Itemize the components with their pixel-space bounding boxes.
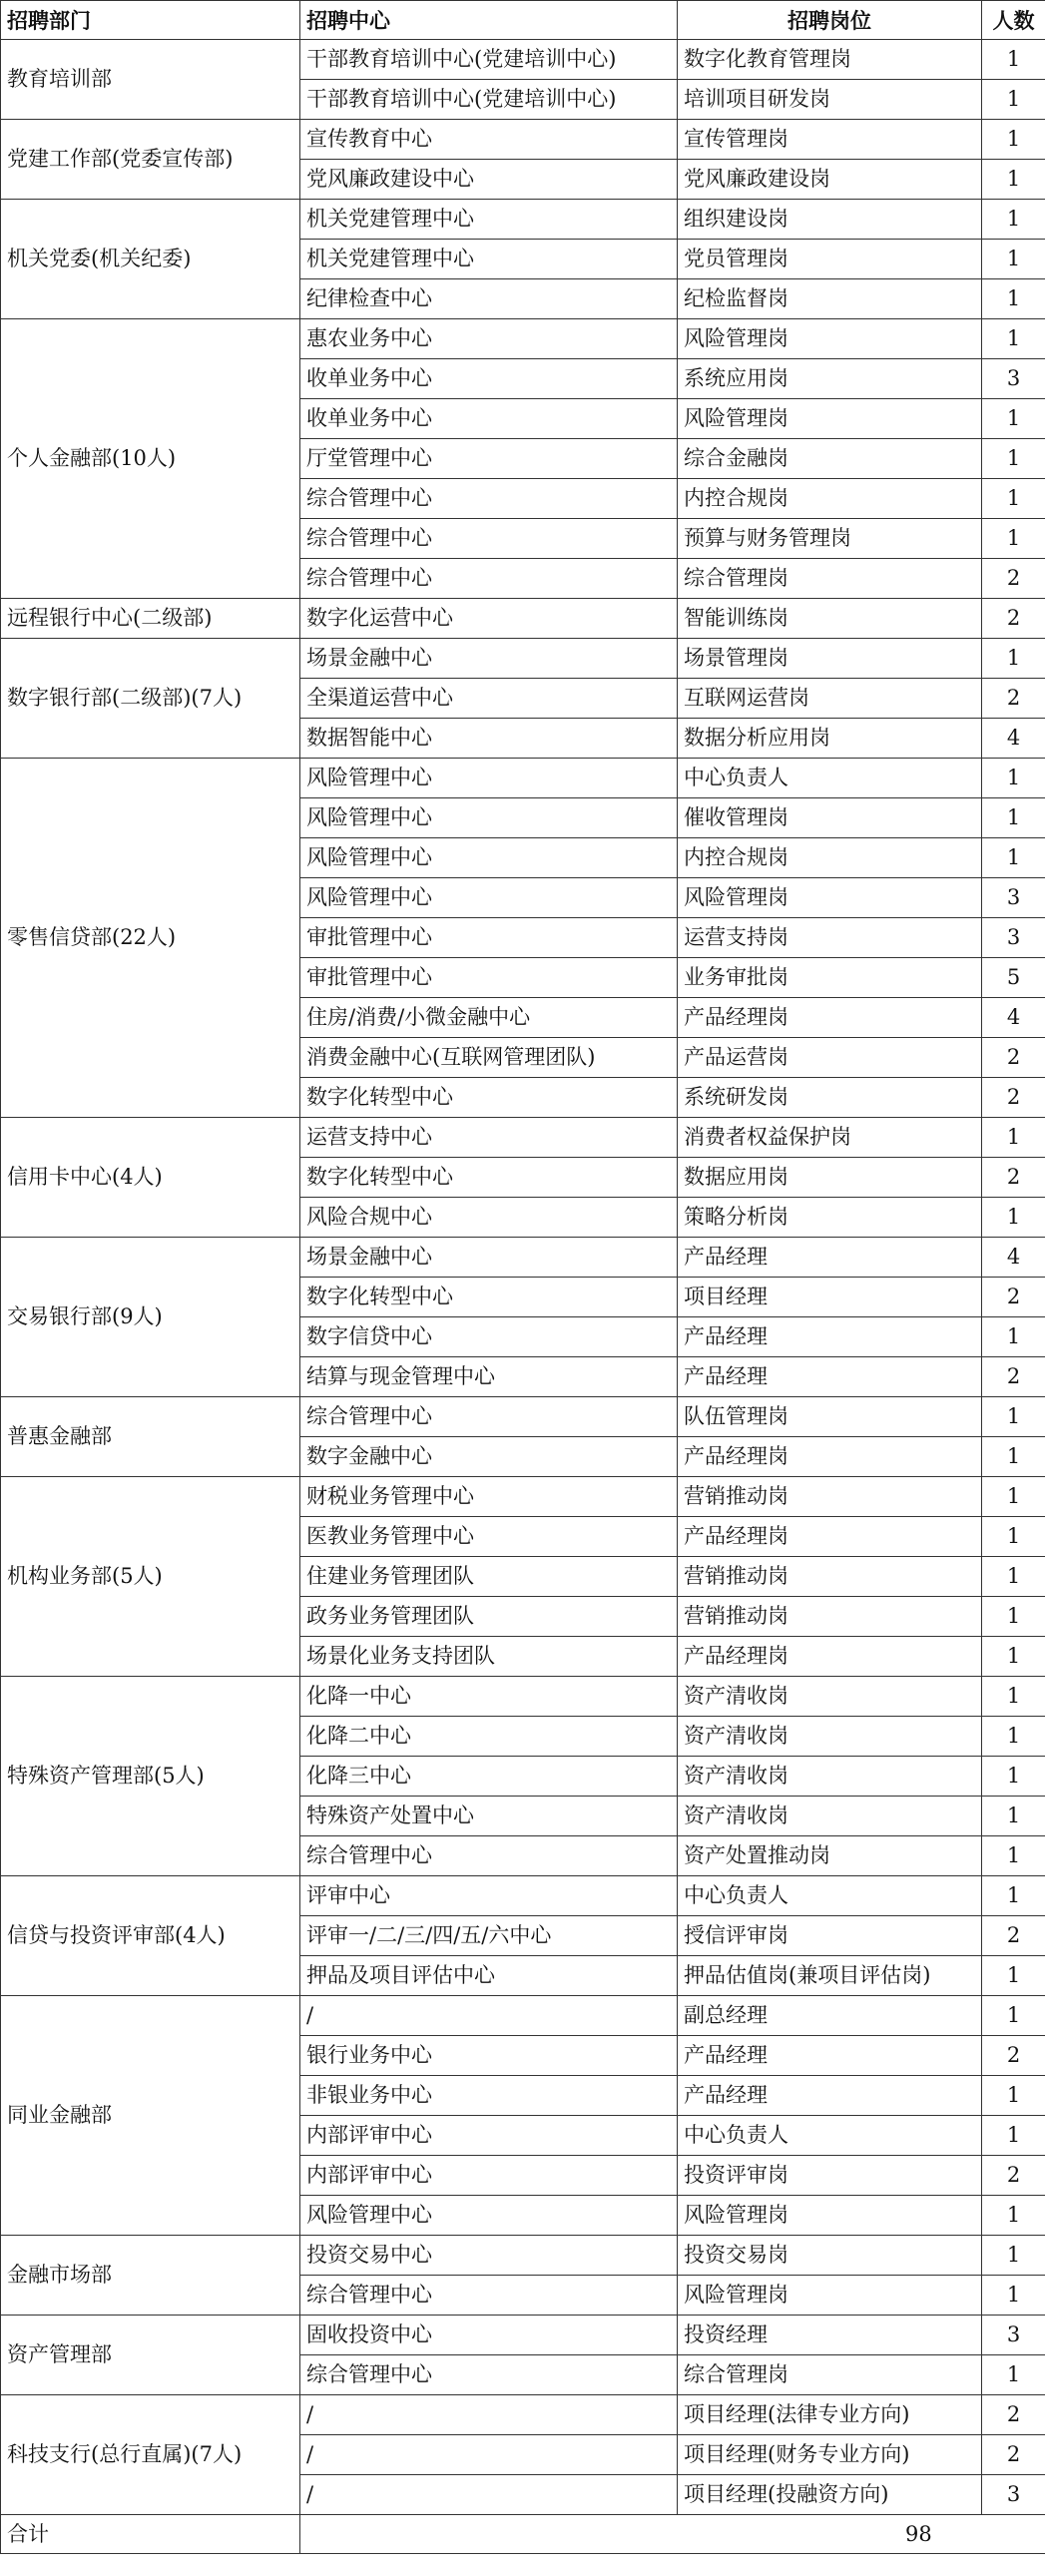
count-cell: 1 bbox=[982, 2355, 1045, 2395]
table-row bbox=[1, 1477, 1045, 1517]
position-cell: 营销推动岗 bbox=[678, 1477, 982, 1517]
center-cell: 综合管理中心 bbox=[300, 1836, 678, 1876]
table-row bbox=[1, 2395, 1045, 2435]
header-center: 招聘中心 bbox=[300, 1, 678, 40]
count-cell: 1 bbox=[982, 1437, 1045, 1477]
count-cell: 3 bbox=[982, 359, 1045, 399]
position-cell: 产品经理 bbox=[678, 1317, 982, 1357]
center-cell: 风险管理中心 bbox=[300, 798, 678, 838]
position-cell: 产品经理岗 bbox=[678, 1637, 982, 1677]
position-cell: 产品经理岗 bbox=[678, 1517, 982, 1557]
position-cell: 资产清收岗 bbox=[678, 1677, 982, 1717]
center-cell: 数字信贷中心 bbox=[300, 1317, 678, 1357]
center-cell: 综合管理中心 bbox=[300, 559, 678, 599]
position-cell: 风险管理岗 bbox=[678, 319, 982, 359]
center-cell: / bbox=[300, 2435, 678, 2475]
position-cell: 项目经理(法律专业方向) bbox=[678, 2395, 982, 2435]
dept-cell: 信用卡中心(4人) bbox=[1, 1118, 300, 1238]
center-cell: 数字化转型中心 bbox=[300, 1278, 678, 1317]
position-cell: 宣传管理岗 bbox=[678, 120, 982, 160]
table-body bbox=[1, 40, 1045, 2515]
position-cell: 互联网运营岗 bbox=[678, 679, 982, 719]
count-cell: 2 bbox=[982, 2435, 1045, 2475]
center-cell: 机关党建管理中心 bbox=[300, 200, 678, 240]
position-cell: 党员管理岗 bbox=[678, 240, 982, 279]
position-cell: 数据应用岗 bbox=[678, 1158, 982, 1198]
dept-cell: 科技支行(总行直属)(7人) bbox=[1, 2395, 300, 2515]
position-cell: 产品经理 bbox=[678, 1238, 982, 1278]
center-cell: 收单业务中心 bbox=[300, 359, 678, 399]
table-row bbox=[1, 1996, 1045, 2036]
header-dept: 招聘部门 bbox=[1, 1, 300, 40]
position-cell: 产品经理岗 bbox=[678, 998, 982, 1038]
position-cell: 产品经理 bbox=[678, 2036, 982, 2076]
count-cell: 1 bbox=[982, 1557, 1045, 1597]
count-cell: 1 bbox=[982, 2196, 1045, 2236]
center-cell: 数字化转型中心 bbox=[300, 1078, 678, 1118]
count-cell: 2 bbox=[982, 599, 1045, 639]
center-cell: 纪律检查中心 bbox=[300, 279, 678, 319]
total-label: 合计 bbox=[1, 2515, 300, 2554]
center-cell: 收单业务中心 bbox=[300, 399, 678, 439]
count-cell: 1 bbox=[982, 279, 1045, 319]
table-row bbox=[1, 1677, 1045, 1717]
count-cell: 1 bbox=[982, 1397, 1045, 1437]
header-position: 招聘岗位 bbox=[678, 1, 982, 40]
dept-cell: 零售信贷部(22人) bbox=[1, 759, 300, 1118]
count-cell: 1 bbox=[982, 1757, 1045, 1797]
position-cell: 内控合规岗 bbox=[678, 838, 982, 878]
count-cell: 1 bbox=[982, 838, 1045, 878]
count-cell: 1 bbox=[982, 120, 1045, 160]
position-cell: 组织建设岗 bbox=[678, 200, 982, 240]
dept-cell: 交易银行部(9人) bbox=[1, 1238, 300, 1397]
center-cell: 风险合规中心 bbox=[300, 1198, 678, 1238]
center-cell: 评审中心 bbox=[300, 1876, 678, 1916]
table-row bbox=[1, 1397, 1045, 1437]
center-cell: 风险管理中心 bbox=[300, 759, 678, 798]
position-cell: 策略分析岗 bbox=[678, 1198, 982, 1238]
count-cell: 1 bbox=[982, 1956, 1045, 1996]
center-cell: 住房/消费/小微金融中心 bbox=[300, 998, 678, 1038]
center-cell: 党风廉政建设中心 bbox=[300, 160, 678, 200]
table-row bbox=[1, 120, 1045, 160]
position-cell: 风险管理岗 bbox=[678, 2276, 982, 2316]
position-cell: 副总经理 bbox=[678, 1996, 982, 2036]
count-cell: 1 bbox=[982, 1118, 1045, 1158]
count-cell: 1 bbox=[982, 1836, 1045, 1876]
center-cell: 押品及项目评估中心 bbox=[300, 1956, 678, 1996]
count-cell: 1 bbox=[982, 639, 1045, 679]
count-cell: 1 bbox=[982, 1717, 1045, 1757]
position-cell: 系统应用岗 bbox=[678, 359, 982, 399]
position-cell: 中心负责人 bbox=[678, 2116, 982, 2156]
dept-cell: 金融市场部 bbox=[1, 2236, 300, 2316]
table-row bbox=[1, 1876, 1045, 1916]
center-cell: 评审一/二/三/四/五/六中心 bbox=[300, 1916, 678, 1956]
position-cell: 风险管理岗 bbox=[678, 878, 982, 918]
position-cell: 数字化教育管理岗 bbox=[678, 40, 982, 80]
center-cell: 场景金融中心 bbox=[300, 1238, 678, 1278]
center-cell: 财税业务管理中心 bbox=[300, 1477, 678, 1517]
position-cell: 资产清收岗 bbox=[678, 1717, 982, 1757]
position-cell: 纪检监督岗 bbox=[678, 279, 982, 319]
center-cell: 数据智能中心 bbox=[300, 719, 678, 759]
count-cell: 1 bbox=[982, 1477, 1045, 1517]
position-cell: 产品运营岗 bbox=[678, 1038, 982, 1078]
position-cell: 投资评审岗 bbox=[678, 2156, 982, 2196]
count-cell: 1 bbox=[982, 2116, 1045, 2156]
header-count: 人数 bbox=[982, 1, 1045, 40]
count-cell: 2 bbox=[982, 559, 1045, 599]
count-cell: 1 bbox=[982, 2276, 1045, 2316]
position-cell: 产品经理 bbox=[678, 2076, 982, 2116]
count-cell: 2 bbox=[982, 2036, 1045, 2076]
count-cell: 1 bbox=[982, 40, 1045, 80]
center-cell: 厅堂管理中心 bbox=[300, 439, 678, 479]
position-cell: 智能训练岗 bbox=[678, 599, 982, 639]
dept-cell: 信贷与投资评审部(4人) bbox=[1, 1876, 300, 1996]
position-cell: 内控合规岗 bbox=[678, 479, 982, 519]
center-cell: 消费金融中心(互联网管理团队) bbox=[300, 1038, 678, 1078]
position-cell: 综合管理岗 bbox=[678, 559, 982, 599]
position-cell: 培训项目研发岗 bbox=[678, 80, 982, 120]
center-cell: 内部评审中心 bbox=[300, 2116, 678, 2156]
position-cell: 中心负责人 bbox=[678, 1876, 982, 1916]
count-cell: 1 bbox=[982, 1317, 1045, 1357]
table-row bbox=[1, 319, 1045, 359]
center-cell: 化降二中心 bbox=[300, 1717, 678, 1757]
count-cell: 4 bbox=[982, 1238, 1045, 1278]
position-cell: 项目经理(财务专业方向) bbox=[678, 2435, 982, 2475]
center-cell: 全渠道运营中心 bbox=[300, 679, 678, 719]
count-cell: 1 bbox=[982, 439, 1045, 479]
count-cell: 2 bbox=[982, 2395, 1045, 2435]
center-cell: 结算与现金管理中心 bbox=[300, 1357, 678, 1397]
count-cell: 1 bbox=[982, 319, 1045, 359]
count-cell: 2 bbox=[982, 1357, 1045, 1397]
table-row bbox=[1, 759, 1045, 798]
count-cell: 4 bbox=[982, 998, 1045, 1038]
position-cell: 预算与财务管理岗 bbox=[678, 519, 982, 559]
table-row bbox=[1, 2236, 1045, 2276]
position-cell: 中心负责人 bbox=[678, 759, 982, 798]
count-cell: 1 bbox=[982, 80, 1045, 120]
count-cell: 4 bbox=[982, 719, 1045, 759]
table-row bbox=[1, 599, 1045, 639]
position-cell: 风险管理岗 bbox=[678, 2196, 982, 2236]
count-cell: 1 bbox=[982, 2236, 1045, 2276]
dept-cell: 同业金融部 bbox=[1, 1996, 300, 2236]
position-cell: 授信评审岗 bbox=[678, 1916, 982, 1956]
table-row bbox=[1, 1118, 1045, 1158]
count-cell: 1 bbox=[982, 1597, 1045, 1637]
position-cell: 场景管理岗 bbox=[678, 639, 982, 679]
position-cell: 业务审批岗 bbox=[678, 958, 982, 998]
position-cell: 资产处置推动岗 bbox=[678, 1836, 982, 1876]
center-cell: / bbox=[300, 2395, 678, 2435]
center-cell: 住建业务管理团队 bbox=[300, 1557, 678, 1597]
count-cell: 3 bbox=[982, 918, 1045, 958]
center-cell: 干部教育培训中心(党建培训中心) bbox=[300, 80, 678, 120]
count-cell: 2 bbox=[982, 2156, 1045, 2196]
count-cell: 3 bbox=[982, 2316, 1045, 2355]
position-cell: 数据分析应用岗 bbox=[678, 719, 982, 759]
position-cell: 押品估值岗(兼项目评估岗) bbox=[678, 1956, 982, 1996]
center-cell: 场景金融中心 bbox=[300, 639, 678, 679]
position-cell: 系统研发岗 bbox=[678, 1078, 982, 1118]
center-cell: 风险管理中心 bbox=[300, 838, 678, 878]
table-row bbox=[1, 200, 1045, 240]
total-row bbox=[1, 2515, 1045, 2554]
count-cell: 1 bbox=[982, 399, 1045, 439]
table-row bbox=[1, 1238, 1045, 1278]
position-cell: 催收管理岗 bbox=[678, 798, 982, 838]
header-row bbox=[1, 1, 1045, 40]
center-cell: 宣传教育中心 bbox=[300, 120, 678, 160]
position-cell: 产品经理岗 bbox=[678, 1437, 982, 1477]
center-cell: 数字化转型中心 bbox=[300, 1158, 678, 1198]
count-cell: 2 bbox=[982, 1038, 1045, 1078]
position-cell: 产品经理 bbox=[678, 1357, 982, 1397]
count-cell: 1 bbox=[982, 798, 1045, 838]
count-cell: 1 bbox=[982, 240, 1045, 279]
count-cell: 1 bbox=[982, 1517, 1045, 1557]
position-cell: 党风廉政建设岗 bbox=[678, 160, 982, 200]
position-cell: 投资经理 bbox=[678, 2316, 982, 2355]
total-value: 98 bbox=[300, 2515, 1045, 2554]
center-cell: 内部评审中心 bbox=[300, 2156, 678, 2196]
position-cell: 综合管理岗 bbox=[678, 2355, 982, 2395]
position-cell: 消费者权益保护岗 bbox=[678, 1118, 982, 1158]
count-cell: 1 bbox=[982, 2076, 1045, 2116]
dept-cell: 个人金融部(10人) bbox=[1, 319, 300, 599]
position-cell: 队伍管理岗 bbox=[678, 1397, 982, 1437]
center-cell: 投资交易中心 bbox=[300, 2236, 678, 2276]
center-cell: 政务业务管理团队 bbox=[300, 1597, 678, 1637]
dept-cell: 机关党委(机关纪委) bbox=[1, 200, 300, 319]
count-cell: 2 bbox=[982, 679, 1045, 719]
position-cell: 项目经理(投融资方向) bbox=[678, 2475, 982, 2515]
center-cell: 综合管理中心 bbox=[300, 2276, 678, 2316]
count-cell: 2 bbox=[982, 1916, 1045, 1956]
table-row bbox=[1, 639, 1045, 679]
count-cell: 2 bbox=[982, 1158, 1045, 1198]
center-cell: 风险管理中心 bbox=[300, 2196, 678, 2236]
center-cell: 银行业务中心 bbox=[300, 2036, 678, 2076]
center-cell: 综合管理中心 bbox=[300, 519, 678, 559]
center-cell: 干部教育培训中心(党建培训中心) bbox=[300, 40, 678, 80]
table-row bbox=[1, 2316, 1045, 2355]
count-cell: 1 bbox=[982, 1677, 1045, 1717]
center-cell: 审批管理中心 bbox=[300, 918, 678, 958]
count-cell: 1 bbox=[982, 519, 1045, 559]
center-cell: 化降三中心 bbox=[300, 1757, 678, 1797]
center-cell: 惠农业务中心 bbox=[300, 319, 678, 359]
center-cell: 风险管理中心 bbox=[300, 878, 678, 918]
center-cell: 特殊资产处置中心 bbox=[300, 1797, 678, 1836]
dept-cell: 数字银行部(二级部)(7人) bbox=[1, 639, 300, 759]
center-cell: 审批管理中心 bbox=[300, 958, 678, 998]
count-cell: 1 bbox=[982, 1797, 1045, 1836]
dept-cell: 资产管理部 bbox=[1, 2316, 300, 2395]
center-cell: 医教业务管理中心 bbox=[300, 1517, 678, 1557]
table-row bbox=[1, 40, 1045, 80]
center-cell: 综合管理中心 bbox=[300, 479, 678, 519]
center-cell: 非银业务中心 bbox=[300, 2076, 678, 2116]
count-cell: 1 bbox=[982, 1996, 1045, 2036]
position-cell: 综合金融岗 bbox=[678, 439, 982, 479]
position-cell: 营销推动岗 bbox=[678, 1597, 982, 1637]
center-cell: 固收投资中心 bbox=[300, 2316, 678, 2355]
count-cell: 1 bbox=[982, 160, 1045, 200]
center-cell: / bbox=[300, 1996, 678, 2036]
count-cell: 2 bbox=[982, 1078, 1045, 1118]
position-cell: 风险管理岗 bbox=[678, 399, 982, 439]
center-cell: 机关党建管理中心 bbox=[300, 240, 678, 279]
position-cell: 投资交易岗 bbox=[678, 2236, 982, 2276]
count-cell: 1 bbox=[982, 200, 1045, 240]
count-cell: 1 bbox=[982, 759, 1045, 798]
count-cell: 2 bbox=[982, 1278, 1045, 1317]
count-cell: 3 bbox=[982, 2475, 1045, 2515]
count-cell: 1 bbox=[982, 479, 1045, 519]
count-cell: 5 bbox=[982, 958, 1045, 998]
center-cell: 综合管理中心 bbox=[300, 2355, 678, 2395]
center-cell: / bbox=[300, 2475, 678, 2515]
position-cell: 运营支持岗 bbox=[678, 918, 982, 958]
dept-cell: 普惠金融部 bbox=[1, 1397, 300, 1477]
count-cell: 1 bbox=[982, 1637, 1045, 1677]
position-cell: 营销推动岗 bbox=[678, 1557, 982, 1597]
count-cell: 3 bbox=[982, 878, 1045, 918]
center-cell: 数字金融中心 bbox=[300, 1437, 678, 1477]
dept-cell: 教育培训部 bbox=[1, 40, 300, 120]
dept-cell: 远程银行中心(二级部) bbox=[1, 599, 300, 639]
center-cell: 数字化运营中心 bbox=[300, 599, 678, 639]
dept-cell: 特殊资产管理部(5人) bbox=[1, 1677, 300, 1876]
center-cell: 场景化业务支持团队 bbox=[300, 1637, 678, 1677]
position-cell: 项目经理 bbox=[678, 1278, 982, 1317]
center-cell: 运营支持中心 bbox=[300, 1118, 678, 1158]
dept-cell: 机构业务部(5人) bbox=[1, 1477, 300, 1677]
count-cell: 1 bbox=[982, 1876, 1045, 1916]
position-cell: 资产清收岗 bbox=[678, 1797, 982, 1836]
count-cell: 1 bbox=[982, 1198, 1045, 1238]
dept-cell: 党建工作部(党委宣传部) bbox=[1, 120, 300, 200]
center-cell: 综合管理中心 bbox=[300, 1397, 678, 1437]
center-cell: 化降一中心 bbox=[300, 1677, 678, 1717]
position-cell: 资产清收岗 bbox=[678, 1757, 982, 1797]
